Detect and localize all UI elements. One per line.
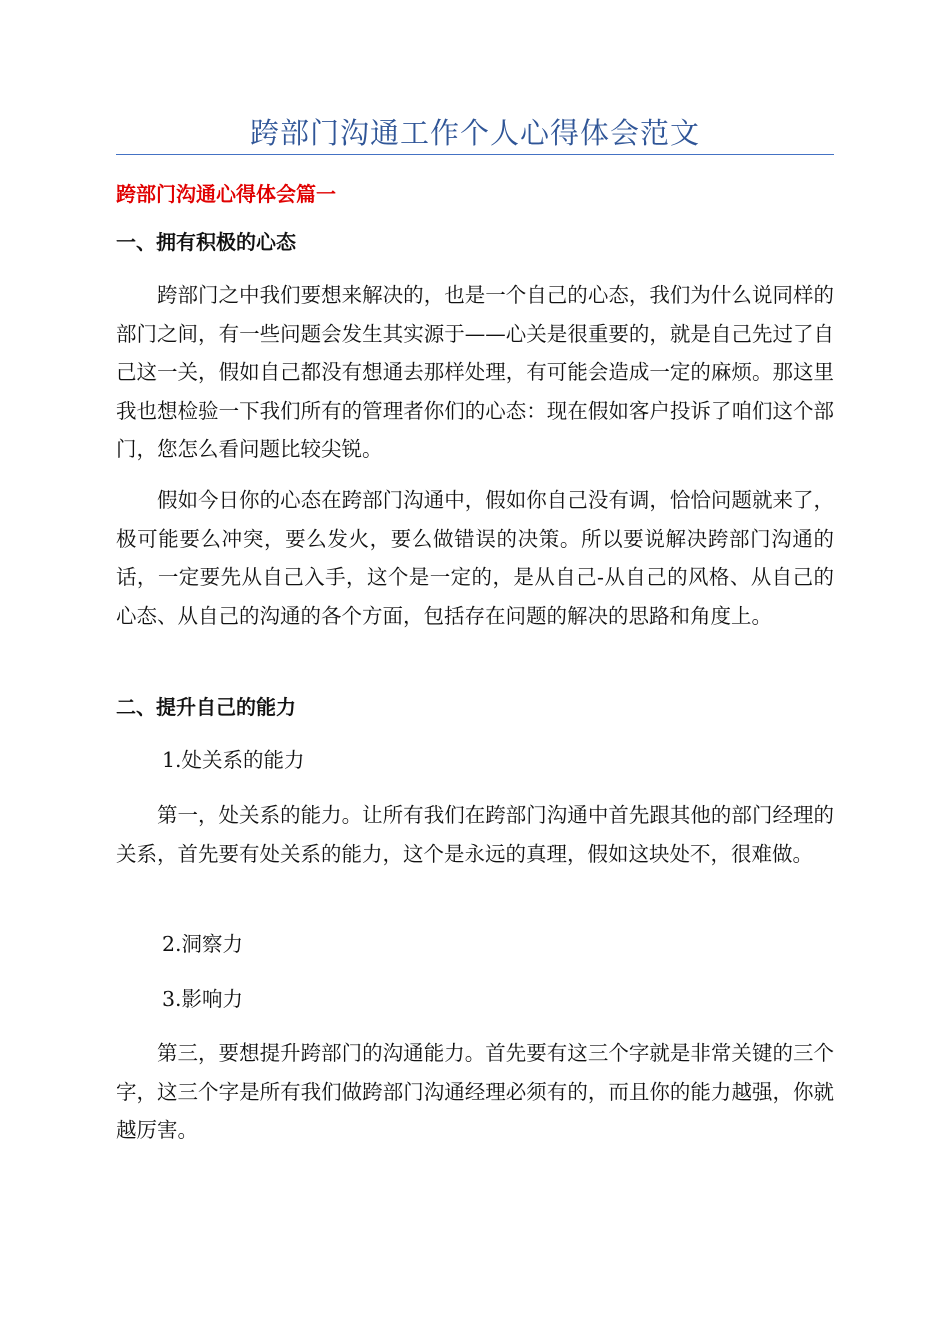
paragraph-4: 第三，要想提升跨部门的沟通能力。首先要有这三个字就是非常关键的三个字，这三个字是所有我们做跨部门沟通经理必须有的，而且你的能力越强，你就越厉害。 xyxy=(116,1041,834,1142)
title-underline xyxy=(116,154,834,155)
list-item-1: 1.处关系的能力 xyxy=(162,748,305,772)
list-item-3: 3.影响力 xyxy=(162,987,244,1011)
section-title: 跨部门沟通心得体会篇一 xyxy=(116,182,336,206)
heading-1: 一、拥有积极的心态 xyxy=(116,230,296,254)
document-title: 跨部门沟通工作个人心得体会范文 xyxy=(249,116,700,150)
paragraph-3: 第一，处关系的能力。让所有我们在跨部门沟通中首先跟其他的部门经理的关系，首先要有处关系的能力，这个是永远的真理，假如这块处不，很难做。 xyxy=(116,803,834,866)
list-item-2: 2.洞察力 xyxy=(162,932,244,956)
heading-2: 二、提升自己的能力 xyxy=(116,695,296,719)
paragraph-2: 假如今日你的心态在跨部门沟通中，假如你自己没有调，恰恰问题就来了，极可能要么冲突，要么发火，要么做错误的决策。所以要说解决跨部门沟通的话，一定要先从自己入手，这个是一定的，是从自己-从自己的风格、从自己的心态、从自己的沟通的各个方面，包括存在问题的解决的思路和角度上。 xyxy=(116,488,834,628)
paragraph-1: 跨部门之中我们要想来解决的，也是一个自己的心态，我们为什么说同样的部门之间，有一些问题会发生其实源于——心关是很重要的，就是自己先过了自己这一关，假如自己都没有想通去那样处理，有可能会造成一定的麻烦。那这里我也想检验一下我们所有的管理者你们的心态：现在假如客户投诉了咱们这个部门，您怎么看问题比较尖锐。 xyxy=(116,283,834,461)
